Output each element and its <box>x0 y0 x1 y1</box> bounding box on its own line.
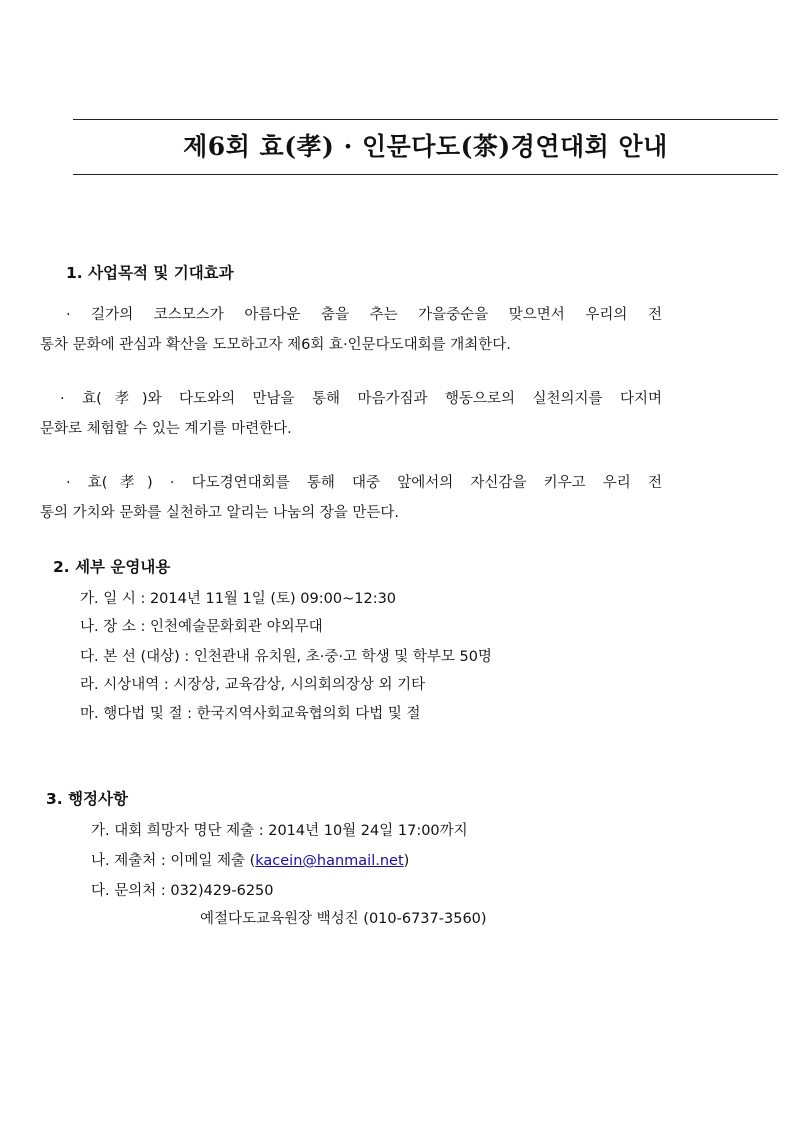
section2-item-participants: 다. 본 선 (대상) : 인천관내 유치원, 초·중·고 학생 및 학부모 50명 <box>80 649 492 665</box>
section1-p3-line1: · 효(孝) · 다도경연대회를 통해 대중 앞에서의 자신감을 키우고 우리 전 <box>66 475 662 491</box>
section3-contact-person: 예절다도교육원장 백성진 (010-6737-3560) <box>200 911 487 927</box>
section2-item-tea-ceremony: 마. 행다법 및 절 : 한국지역사회교육협의회 다법 및 절 <box>80 706 421 722</box>
section1-p3-line2: 통의 가치와 문화를 실천하고 알리는 나눔의 장을 만든다. <box>40 505 400 521</box>
section1-p2-line1: · 효(孝)와 다도와의 만남을 통해 마음가짐과 행동으로의 실천의지를 다지며 <box>60 391 662 407</box>
submission-close: ) <box>403 853 410 869</box>
section3-item-contact: 다. 문의처 : 032)429-6250 <box>91 883 274 899</box>
section1-p1-line1: · 길가의 코스모스가 아름다운 춤을 추는 가을중순을 맞으면서 우리의 전 <box>66 307 662 323</box>
email-link[interactable]: kacein@hanmail.net <box>255 853 404 869</box>
section3-heading: 3. 행정사항 <box>46 790 128 808</box>
section3-item-submission <box>91 850 409 872</box>
section1-heading: 1. 사업목적 및 기대효과 <box>66 264 234 282</box>
section1-p1-line2: 통차 문화에 관심과 확산을 도모하고자 제6회 효·인문다도대회를 개최한다. <box>40 337 511 353</box>
section1-p2-line2: 문화로 체험할 수 있는 계기를 마련한다. <box>40 421 292 437</box>
title-top-rule <box>73 119 778 120</box>
submission-label: 나. 제출처 : 이메일 제출 ( <box>91 853 256 869</box>
page-title: 제6회 효(孝) · 인문다도(茶)경연대회 안내 <box>183 132 668 161</box>
section2-item-date: 가. 일 시 : 2014년 11월 1일 (토) 09:00~12:30 <box>80 591 397 607</box>
section2-item-venue: 나. 장 소 : 인천예술문화회관 야외무대 <box>80 619 323 635</box>
section2-heading: 2. 세부 운영내용 <box>53 558 171 576</box>
section3-item-deadline: 가. 대회 희망자 명단 제출 : 2014년 10월 24일 17:00까지 <box>91 823 468 839</box>
section2-item-awards: 라. 시상내역 : 시장상, 교육감상, 시의회의장상 외 기타 <box>80 677 426 693</box>
title-bottom-rule <box>73 174 778 175</box>
